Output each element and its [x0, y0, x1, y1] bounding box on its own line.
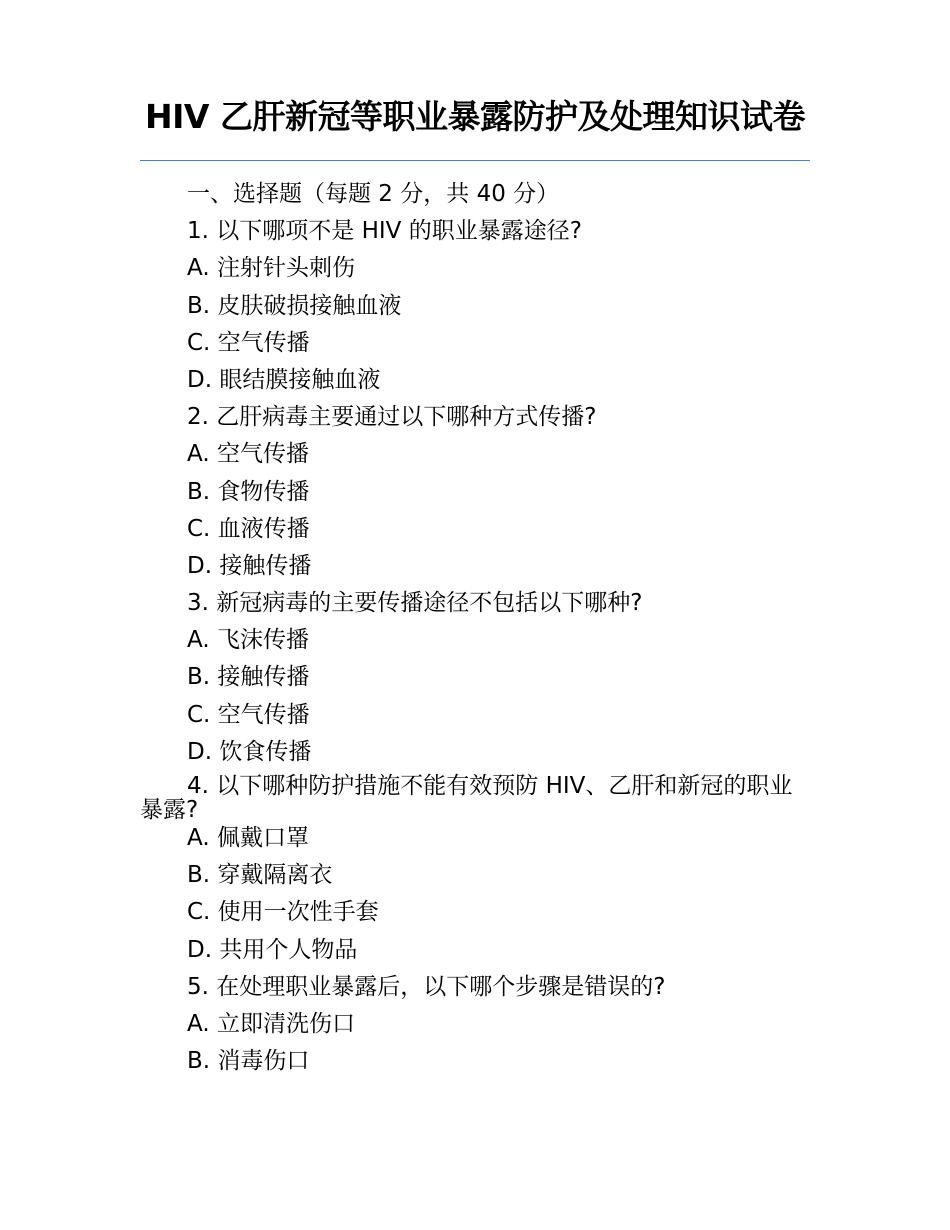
- question-1: 1. 以下哪项不是 HIV 的职业暴露途径?: [187, 218, 582, 245]
- section-heading: 一、选择题（每题 2 分，共 40 分）: [187, 181, 560, 207]
- question-2-option-b: B. 食物传播: [187, 478, 310, 505]
- question-3-option-a: A. 飞沫传播: [187, 627, 309, 654]
- question-3-option-c: C. 空气传播: [187, 701, 310, 728]
- question-3-option-d: D. 饮食传播: [187, 738, 312, 765]
- question-2: 2. 乙肝病毒主要通过以下哪种方式传播?: [187, 404, 597, 431]
- question-2-option-d: D. 接触传播: [187, 552, 312, 579]
- question-5-option-a: A. 立即清洗伤口: [187, 1010, 355, 1037]
- question-3: 3. 新冠病毒的主要传播途径不包括以下哪种?: [187, 590, 643, 617]
- question-1-option-a: A. 注射针头刺伤: [187, 255, 355, 282]
- question-4-option-d: D. 共用个人物品: [187, 936, 358, 963]
- question-4-option-c: C. 使用一次性手套: [187, 899, 379, 926]
- question-4: 4. 以下哪种防护措施不能有效预防 HIV、乙肝和新冠的职业暴露?: [140, 773, 793, 823]
- question-2-option-a: A. 空气传播: [187, 441, 309, 468]
- document-title: HIV 乙肝新冠等职业暴露防护及处理知识试卷: [145, 97, 805, 136]
- document-body: [140, 176, 810, 1080]
- title-underline: [140, 160, 810, 161]
- question-1-option-d: D. 眼结膜接触血液: [187, 366, 381, 393]
- question-1-option-c: C. 空气传播: [187, 329, 310, 356]
- question-5-option-b: B. 消毒伤口: [187, 1048, 310, 1075]
- question-1-option-b: B. 皮肤破损接触血液: [187, 292, 402, 319]
- question-3-option-b: B. 接触传播: [187, 664, 310, 691]
- question-5: 5. 在处理职业暴露后，以下哪个步骤是错误的?: [187, 973, 666, 1000]
- question-4-option-a: A. 佩戴口罩: [187, 825, 309, 851]
- question-4-option-b: B. 穿戴隔离衣: [187, 862, 333, 889]
- question-2-option-c: C. 血液传播: [187, 515, 310, 542]
